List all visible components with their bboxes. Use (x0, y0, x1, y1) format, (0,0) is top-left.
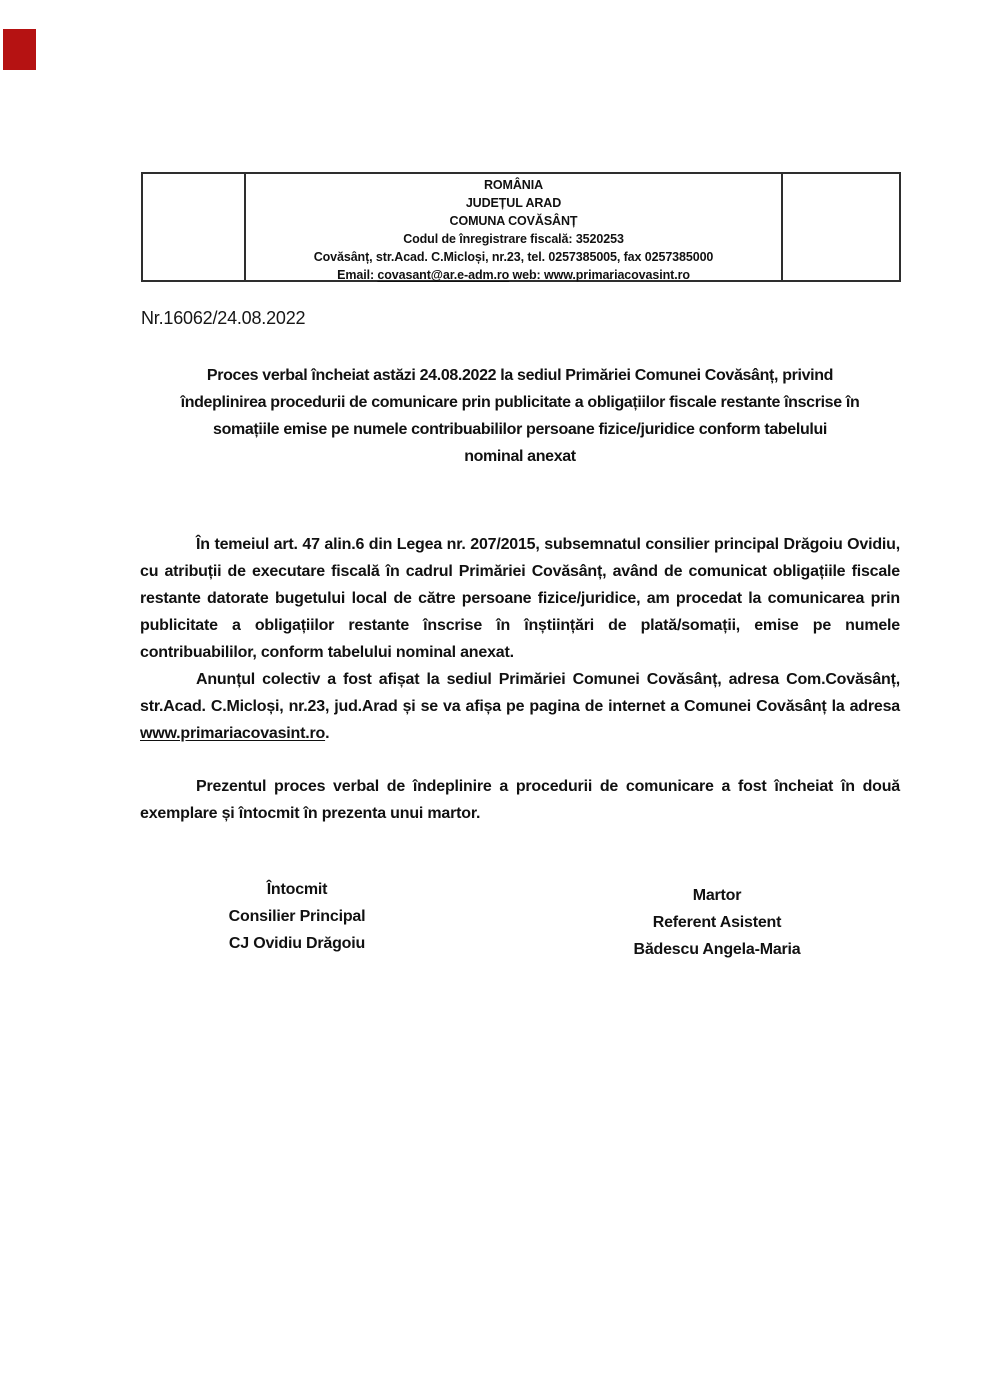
witness-name: Bădescu Angela-Maria (633, 941, 801, 958)
email-label: Email: (337, 268, 378, 283)
document-title (140, 362, 900, 470)
preparer-heading: Întocmit (266, 881, 328, 898)
reference-number: Nr.16062/24.08.2022 (141, 308, 306, 328)
letterhead-cell-left (143, 174, 246, 280)
title-line-4: nominal anexat (464, 448, 576, 465)
web-address: web: www.primariacovasint.ro (509, 268, 690, 283)
website-link[interactable]: www.primariacovasint.ro (140, 725, 326, 742)
preparer-name: CJ Ovidiu Drăgoiu (228, 935, 366, 952)
title-line-3: somațiile emise pe numele contribuabililor persoane fizice/juridice conform tabelului (213, 421, 827, 438)
paragraph-closing: Prezentul proces verbal de îndeplinire a procedurii de comunicare a fost încheiat în două exemplare și întocmit în prezenta unui martor. (140, 778, 900, 822)
witness-role: Referent Asistent (652, 914, 782, 931)
org-country: ROMÂNIA (483, 178, 544, 192)
org-address: Covăsânț, str.Acad. C.Micloși, nr.23, tel. 0257385005, fax 0257385000 (313, 250, 714, 265)
email-link[interactable]: covasant@ar.e-adm.ro (377, 268, 510, 283)
title-line-1: Proces verbal încheiat astăzi 24.08.2022 la sediul Primăriei Comunei Covăsânț, privind (206, 367, 834, 384)
org-commune: COMUNA COVĂSÂNȚ (449, 214, 578, 229)
preparer-role: Consilier Principal (228, 908, 366, 925)
witness-heading: Martor (692, 887, 742, 904)
document-body (140, 531, 900, 827)
letterhead-table (141, 172, 901, 282)
org-county: JUDEȚUL ARAD (465, 196, 562, 211)
org-fiscal-code: Codul de înregistrare fiscală: 3520253 (403, 232, 624, 247)
paragraph-announcement (140, 666, 900, 747)
org-contact-line (246, 266, 781, 284)
signature-block-preparer (186, 876, 408, 957)
paragraph-announcement-period: . (325, 725, 330, 742)
signature-block-witness (596, 882, 838, 963)
scan-artifact-red-mark (3, 29, 36, 70)
paragraph-legal-basis: În temeiul art. 47 alin.6 din Legea nr. 207/2015, subsemnatul consilier principal Drăgoiu Ovidiu, cu atribuții de executare fiscală în cadrul Primăriei Covăsânț, având de comunicat obligațiile fiscale restante datorate bugetului local de către persoane fizice/juridice, am procedat la comunicarea prin publicitate a obligațiilor restante înscrise în înștiințări de plată/somații, emise pe numele contribuabililor, conform tabelului nominal anexat. (140, 536, 900, 661)
paragraph-announcement-text: Anunțul colectiv a fost afișat la sediul Primăriei Comunei Covăsânț, adresa Com.Covăsânț, str.Acad. C.Micloși, nr.23, jud.Arad și se va afișa pe pagina de internet a Comunei Covăsânț la adresa (140, 671, 900, 715)
letterhead-cell-right (783, 174, 899, 280)
title-line-2: îndeplinirea procedurii de comunicare prin publicitate a obligațiilor fiscale restante înscrise în (180, 394, 860, 411)
letterhead-cell-center (246, 174, 783, 283)
